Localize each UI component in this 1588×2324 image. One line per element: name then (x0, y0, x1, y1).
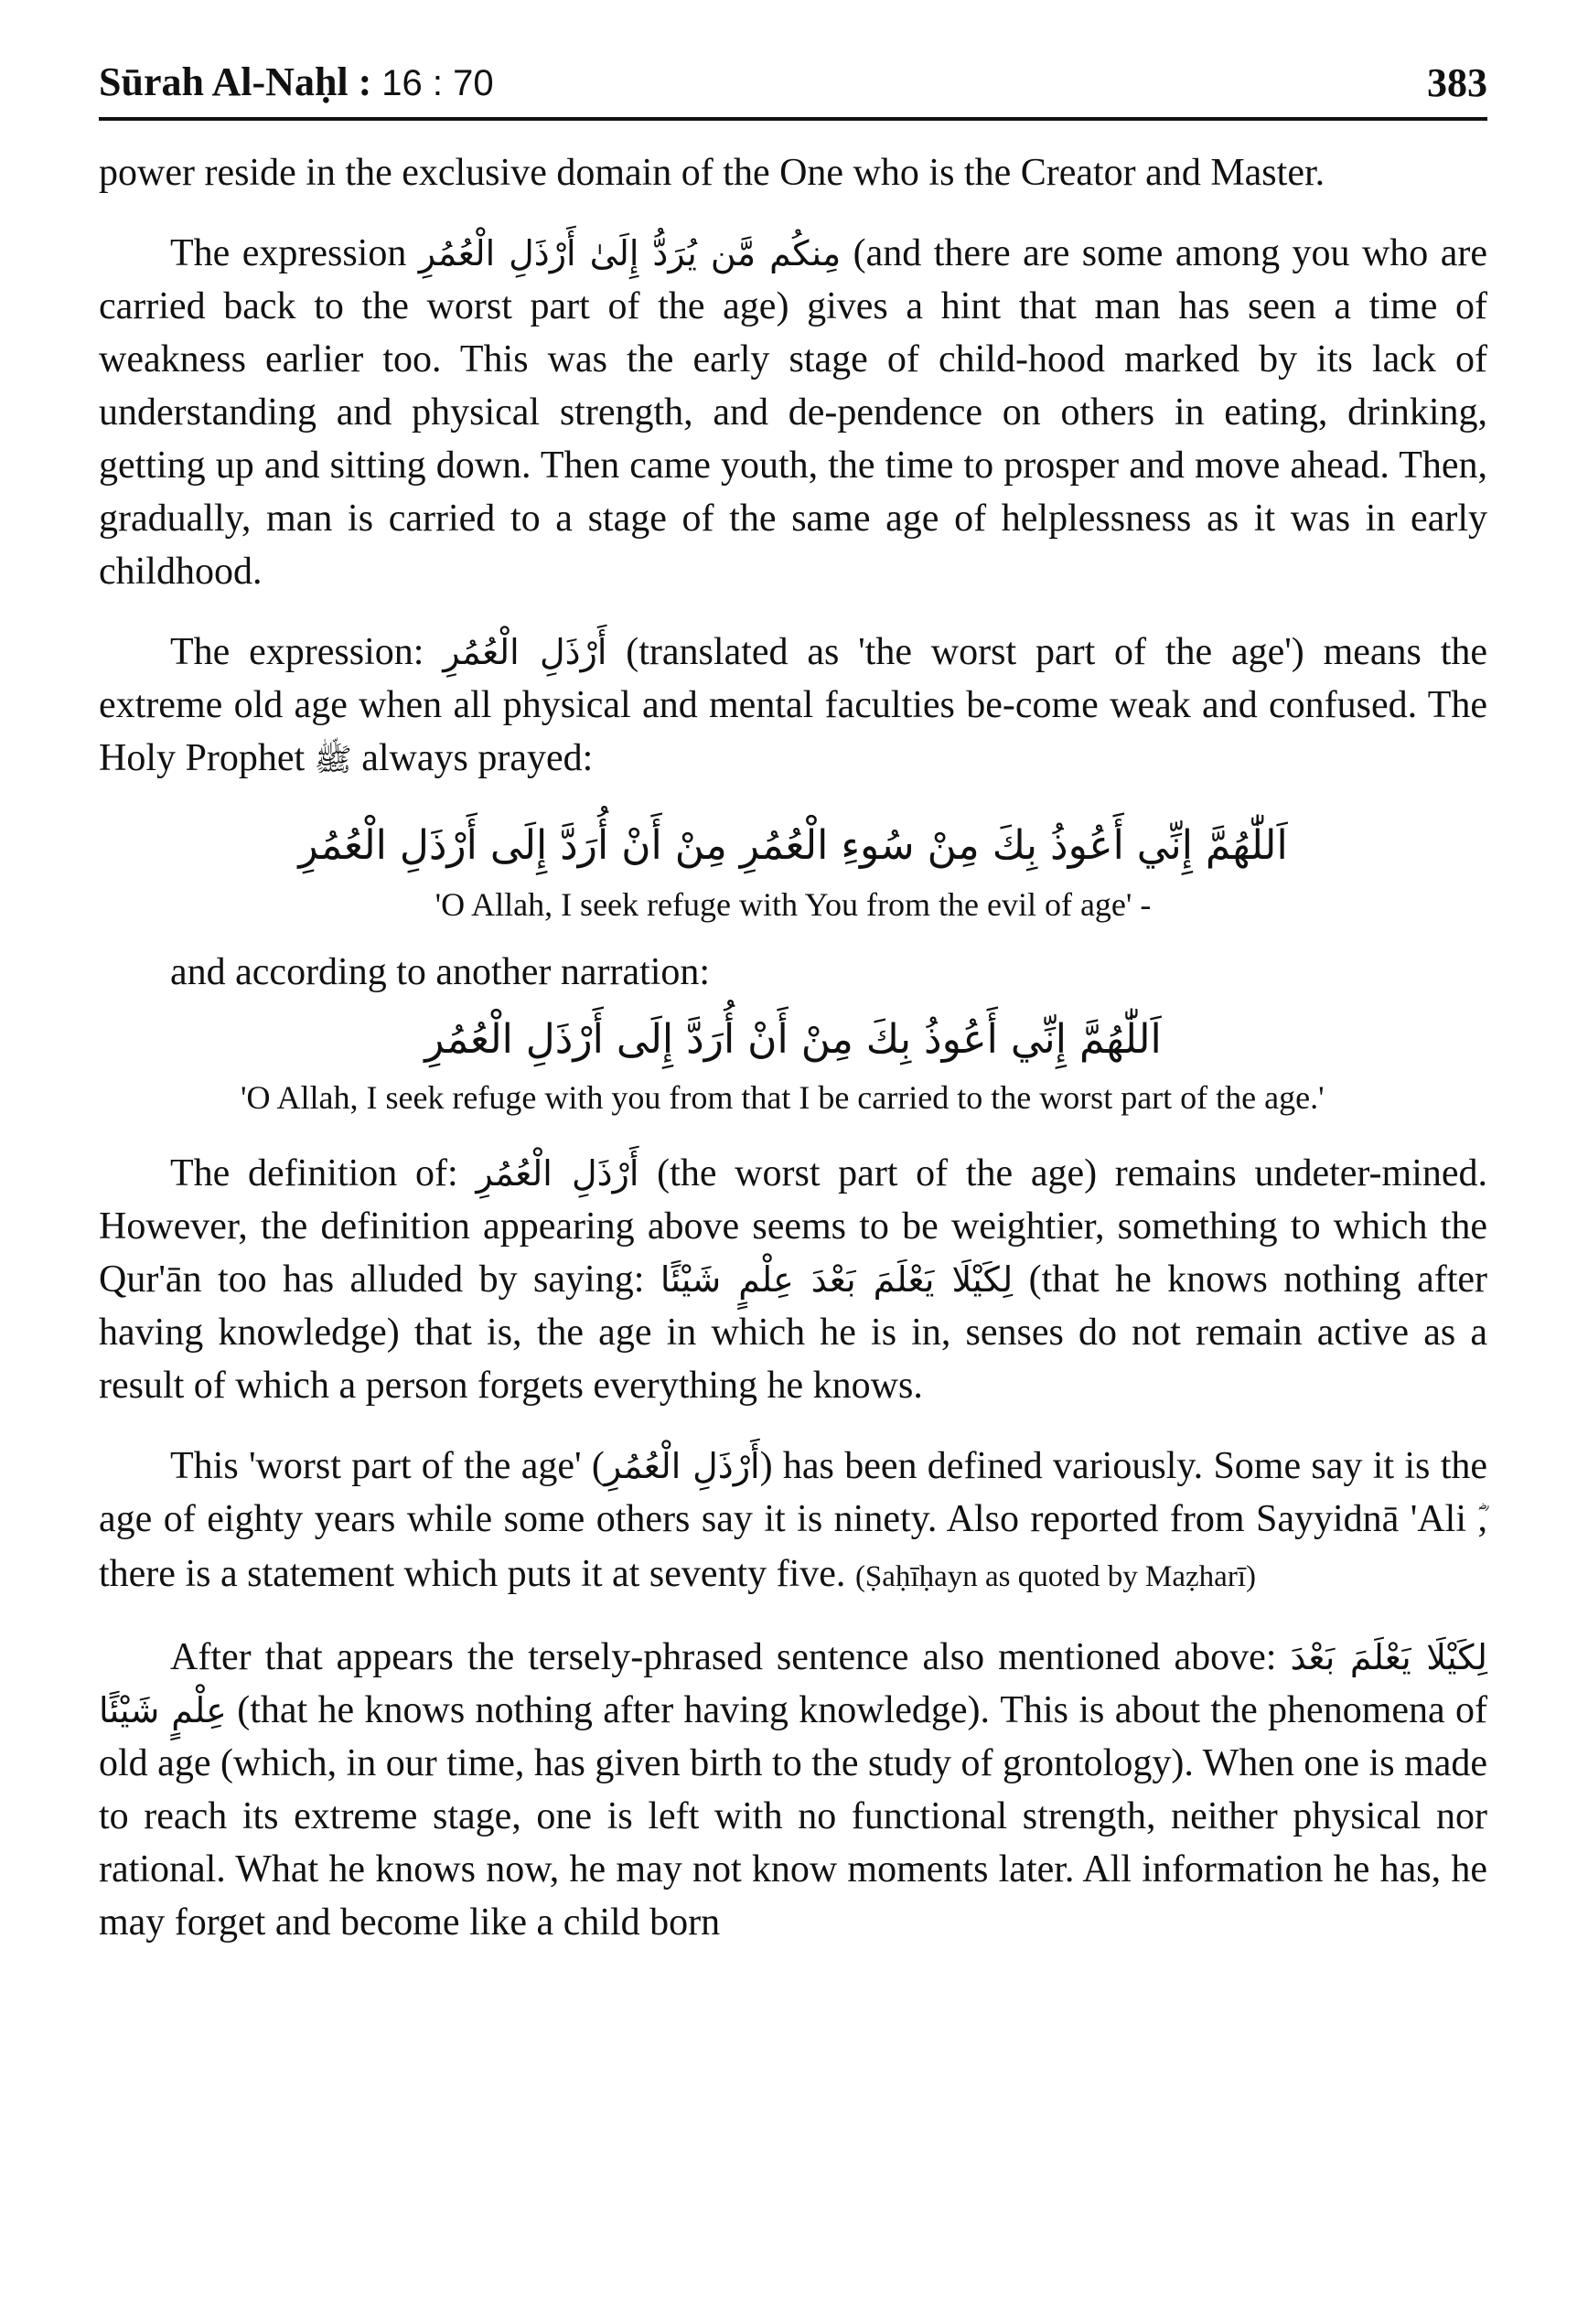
dua-arabic-2: اَللّٰهُمَّ إِنِّي أَعُوذُ بِكَ مِنْ أَنْ أُرَدَّ إِلَى أَرْذَلِ الْعُمُرِ (424, 1016, 1162, 1063)
arabic-phrase: أَرْذَلِ الْعُمُرِ (443, 632, 607, 672)
salutation-symbol: ﷺ (314, 742, 352, 778)
dua-arabic-1: اَللّٰهُمَّ إِنِّي أَعُوذُ بِكَ مِنْ سُوءِ الْعُمُرِ مِنْ أَنْ أُرَدَّ إِلَى أَرْذَلِ الْعُمُرِ (298, 822, 1288, 869)
paragraph-5: This 'worst part of the age' (أَرْذَلِ الْعُمُرِ) has been defined variously. Some say it is the age of eighty years while some others say it is ninety. Also reported from Sayyidnā 'Ali , there is a statement which puts it at seventy five. (Ṣaḥīḥayn as quoted by Maẓharī) (99, 1445, 1488, 1595)
paragraph-3: The expression: أَرْذَلِ الْعُمُرِ (translated as 'the worst part of the age') means the extreme old age when all physical and mental faculties be-come weak and confused. The Holy Prophet ﷺ always prayed: (99, 631, 1488, 779)
running-title (99, 56, 494, 110)
dua-translation-2: 'O Allah, I seek refuge with you from that I be carried to the worst part of the age.' (241, 1079, 1325, 1116)
dua-translation-1: 'O Allah, I seek refuge with You from the evil of age' - (435, 886, 1152, 923)
arabic-phrase: لِكَيْلَا يَعْلَمَ بَعْدَ عِلْمٍ شَيْئًا (660, 1259, 1014, 1300)
page-body (99, 146, 1487, 1976)
page-header (99, 55, 1487, 121)
paragraph-6: After that appears the tersely-phrased sentence also mentioned above: لِكَيْلَا يَعْلَمَ بَعْدَ عِلْمٍ شَيْئًا (that he knows nothing after having knowledge). This is about the phenomena of old age (which, in our time, has given birth to the study of grontology). When one is made to reach its extreme stage, one is left with no functional strength, neither physical nor rational. What he knows now, he may not know moments later. All information he has, he may forget and become like a child born (99, 1636, 1487, 1944)
paragraph-1: power reside in the exclusive domain of the One who is the Creator and Master. (99, 152, 1325, 194)
surah-name: Sūrah Al-Naḥl : (99, 59, 372, 104)
citation: (Ṣaḥīḥayn as quoted by Maẓharī) (854, 1560, 1256, 1593)
page-number: 383 (1427, 60, 1487, 105)
arabic-phrase: لِكَيْلَا يَعْلَمَ بَعْدَ عِلْمٍ شَيْئًا (99, 1637, 1487, 1730)
verse-reference: 16 : 70 (381, 63, 494, 103)
arabic-phrase: مِنكُم مَّن يُرَدُّ إِلَىٰ أَرْذَلِ الْعُمُرِ (418, 233, 842, 273)
arabic-phrase: أَرْذَلِ الْعُمُرِ (476, 1153, 639, 1194)
arabic-phrase: أَرْذَلِ الْعُمُرِ (604, 1446, 760, 1486)
narration-intro: and according to another narration: (170, 951, 711, 993)
paragraph-2: The expression مِنكُم مَّن يُرَدُّ إِلَىٰ أَرْذَلِ الْعُمُرِ (and there are some among you who are carried back to the worst part of the age) gives a hint that man has seen a time of weakness earlier too. This was the early stage of child-hood marked by its lack of understanding and physical strength, and de-pendence on others in eating, drinking, getting up and sitting down. Then came youth, the time to prosper and move ahead. Then, gradually, man is carried to a stage of the same age of helplessness as it was in early childhood. (99, 232, 1487, 593)
paragraph-4: The definition of: أَرْذَلِ الْعُمُرِ (the worst part of the age) remains undeter-mined. However, the definition appearing above seems to be weightier, something to which the Qur'ān too has alluded by saying: لِكَيْلَا يَعْلَمَ بَعْدَ عِلْمٍ شَيْئًا (that he knows nothing after having knowledge) that is, the age in which he is in, senses do not remain active as a result of which a person forgets everything he knows. (99, 1152, 1488, 1407)
